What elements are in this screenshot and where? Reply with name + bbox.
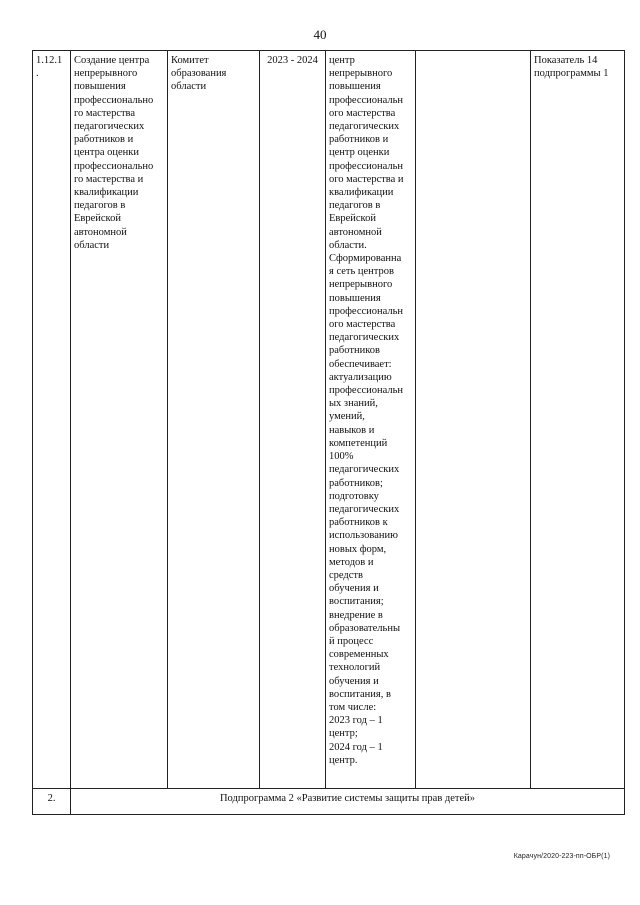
text-line: профессиональн bbox=[329, 305, 404, 317]
table-row bbox=[33, 51, 625, 789]
text-line: педагогов в bbox=[329, 200, 381, 212]
text-line: профессиональн bbox=[329, 385, 404, 397]
text-line: го мастерства и bbox=[74, 173, 144, 185]
activity-table bbox=[32, 50, 625, 815]
text-line: обучения и bbox=[329, 675, 379, 687]
text-line: Еврейской bbox=[329, 213, 376, 225]
text-line: области. bbox=[329, 239, 367, 251]
indicator-cell bbox=[531, 51, 625, 789]
text-line: центр. bbox=[329, 754, 358, 766]
subprogram-row bbox=[33, 789, 625, 815]
text-line: обучения и bbox=[329, 583, 379, 595]
text-line: 2023 год – 1 bbox=[329, 715, 383, 727]
text-line: центра оценки bbox=[74, 147, 140, 159]
document-code: Карачун/2020-223-пп-ОБР(1) bbox=[513, 853, 610, 860]
text-line: современных bbox=[329, 649, 389, 661]
text-line: Комитет bbox=[171, 55, 209, 66]
text-line: использованию bbox=[329, 530, 398, 542]
text-line: подготовку bbox=[329, 490, 379, 502]
period-cell: 2023 - 2024 bbox=[260, 51, 326, 789]
text-line: центр bbox=[329, 55, 355, 66]
text-line: 2024 год – 1 bbox=[329, 741, 383, 753]
text-line: автономной bbox=[329, 226, 382, 238]
text-line: ого мастерства bbox=[329, 107, 396, 119]
text-line: педагогических bbox=[329, 121, 400, 133]
text-line: профессиональн bbox=[329, 160, 404, 172]
text-line: работников; bbox=[329, 477, 383, 489]
text-line: й процесс bbox=[329, 635, 374, 647]
text-line: непрерывного bbox=[74, 68, 138, 80]
text-line: непрерывного bbox=[329, 68, 393, 80]
empty-cell bbox=[416, 51, 531, 789]
text-line: непрерывного bbox=[329, 279, 393, 291]
text-line: технологий bbox=[329, 662, 381, 674]
text-line: педагогических bbox=[329, 332, 400, 344]
text-line: педагогов в bbox=[74, 200, 126, 212]
text-line: работников к bbox=[329, 517, 388, 529]
text-line: Еврейской bbox=[74, 213, 121, 225]
executor-cell bbox=[168, 51, 260, 789]
text-line: внедрение в bbox=[329, 609, 383, 621]
text-line: умений, bbox=[329, 411, 365, 423]
text-line: профессионально bbox=[74, 94, 154, 106]
text-line: профессионально bbox=[74, 160, 154, 172]
text-line: го мастерства bbox=[74, 107, 136, 119]
text-line: ых знаний, bbox=[329, 398, 378, 410]
text-line: квалификации bbox=[329, 187, 394, 199]
page-number: 40 bbox=[313, 27, 327, 42]
activity-name-cell bbox=[71, 51, 168, 789]
text-line: подпрограммы 1 bbox=[534, 68, 609, 80]
text-line: Сформированна bbox=[329, 253, 402, 265]
text-line: работников и bbox=[329, 134, 389, 146]
text-line: новых форм, bbox=[329, 543, 387, 555]
text-line: автономной bbox=[74, 226, 127, 238]
text-line: образовательны bbox=[329, 622, 400, 634]
text-line: Создание центра bbox=[74, 55, 150, 66]
text-line: . bbox=[36, 68, 39, 80]
row-number-cell bbox=[33, 51, 71, 789]
text-line: 1.12.1 bbox=[36, 55, 63, 66]
text-line: 100% bbox=[329, 451, 354, 463]
text-line: работников и bbox=[74, 134, 134, 146]
text-line: повышения bbox=[74, 81, 126, 93]
text-line: центр оценки bbox=[329, 147, 390, 159]
text-line: я сеть центров bbox=[329, 266, 394, 278]
text-line: воспитания, в bbox=[329, 688, 391, 700]
text-line: повышения bbox=[329, 292, 381, 304]
text-line: навыков и bbox=[329, 424, 375, 436]
text-line: педагогических bbox=[74, 121, 145, 133]
expected-result-cell bbox=[326, 51, 416, 789]
text-line: квалификации bbox=[74, 187, 139, 199]
text-line: повышения bbox=[329, 81, 381, 93]
text-line: воспитания; bbox=[329, 596, 384, 608]
text-line: области bbox=[171, 81, 207, 93]
subprogram-number: 2. bbox=[33, 789, 71, 815]
text-line: Показатель 14 bbox=[534, 55, 598, 66]
text-line: работников bbox=[329, 345, 380, 357]
text-line: образования bbox=[171, 68, 227, 80]
text-line: компетенций bbox=[329, 437, 388, 449]
text-line: том числе: bbox=[329, 701, 377, 713]
text-line: средств bbox=[329, 569, 363, 581]
text-line: области bbox=[74, 239, 110, 251]
text-line: актуализацию bbox=[329, 371, 392, 383]
text-line: методов и bbox=[329, 556, 374, 568]
text-line: центр; bbox=[329, 728, 358, 740]
text-line: педагогических bbox=[329, 464, 400, 476]
text-line: ого мастерства и bbox=[329, 173, 404, 185]
text-line: ого мастерства bbox=[329, 319, 396, 331]
text-line: профессиональн bbox=[329, 94, 404, 106]
subprogram-title: Подпрограмма 2 «Развитие системы защиты прав детей» bbox=[71, 789, 625, 815]
text-line: педагогических bbox=[329, 503, 400, 515]
text-line: обеспечивает: bbox=[329, 358, 392, 370]
